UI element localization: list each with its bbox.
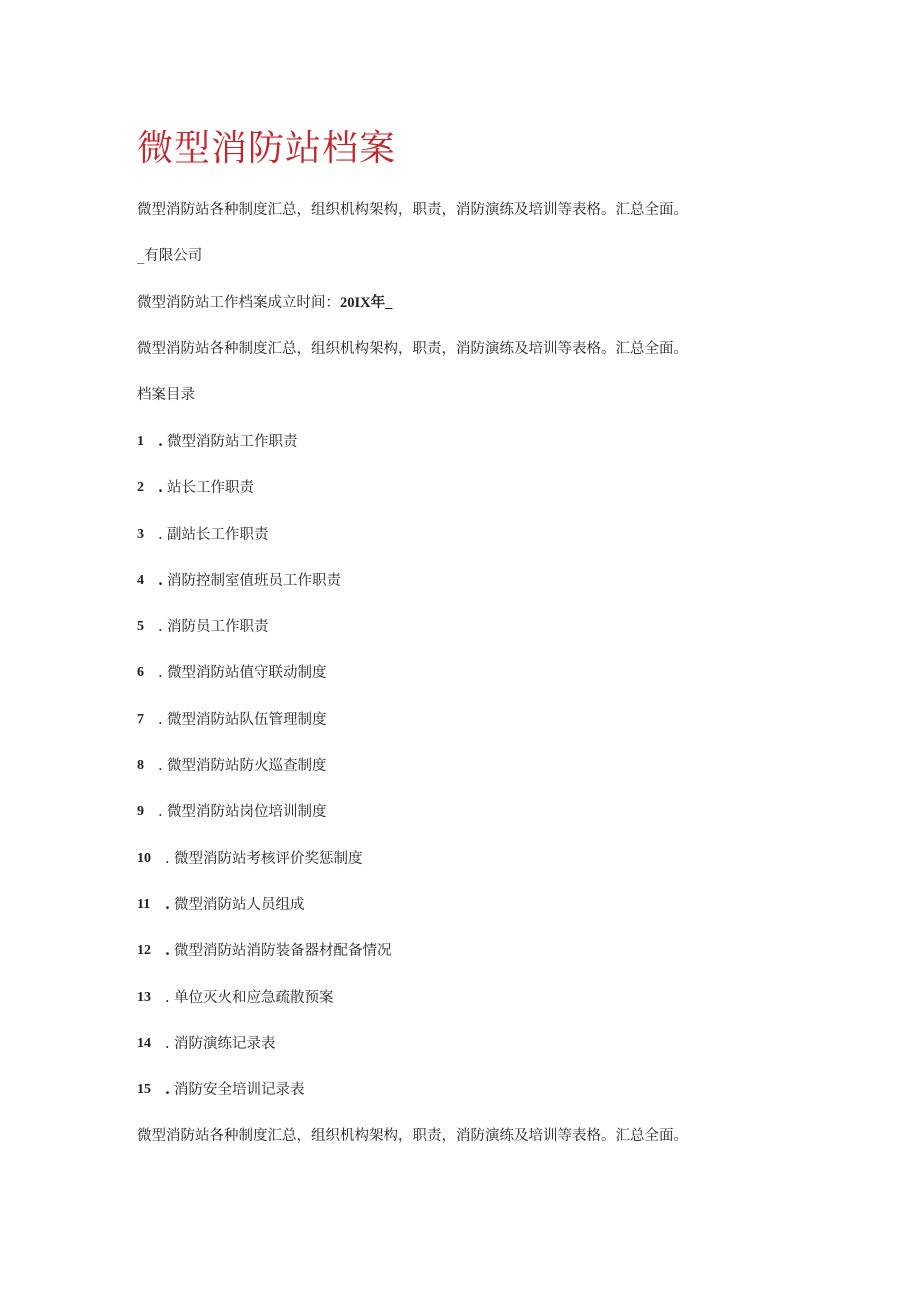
- toc-number: 14: [137, 1035, 151, 1051]
- toc-text: 微型消防站防火巡查制度: [167, 758, 327, 775]
- toc-text: 微型消防站岗位培训制度: [167, 804, 327, 821]
- toc-text: 消防控制室值班员工作职责: [167, 572, 341, 589]
- table-of-contents: [137, 431, 837, 1125]
- toc-number: 12: [137, 943, 151, 959]
- established-line: [137, 292, 392, 314]
- toc-text: 微型消防站队伍管理制度: [167, 711, 327, 728]
- toc-item-5: [137, 616, 837, 662]
- toc-number: 11: [137, 896, 151, 912]
- toc-separator: .: [165, 989, 170, 1006]
- toc-number: 8: [137, 758, 144, 774]
- toc-number: 5: [137, 619, 144, 635]
- toc-separator: .: [165, 850, 170, 867]
- toc-item-2: [137, 477, 837, 523]
- toc-item-14: [137, 1033, 837, 1079]
- toc-text: 微型消防站值守联动制度: [167, 665, 327, 682]
- toc-number: 3: [137, 526, 144, 542]
- toc-separator: .: [158, 758, 163, 775]
- document-title: 微型消防站档案: [137, 128, 397, 169]
- toc-separator: .: [165, 1035, 170, 1052]
- toc-separator: .: [158, 526, 163, 543]
- toc-number: 6: [137, 665, 144, 681]
- toc-item-12: [137, 940, 837, 986]
- toc-number: 15: [137, 1082, 151, 1098]
- toc-item-11: [137, 894, 837, 940]
- toc-heading: 档案目录: [137, 387, 195, 403]
- toc-item-6: [137, 662, 837, 708]
- toc-number: 9: [137, 804, 144, 820]
- toc-separator: .: [158, 711, 163, 728]
- summary-top: 微型消防站各种制度汇总，组织机构架构，职责，消防演练及培训等表格。汇总全面。: [137, 202, 688, 218]
- toc-number: 2: [137, 480, 144, 496]
- company-name: _有限公司: [137, 248, 203, 264]
- toc-text: 站长工作职责: [167, 480, 254, 497]
- toc-separator: .: [165, 942, 171, 960]
- toc-separator: .: [158, 571, 164, 589]
- toc-text: 消防员工作职责: [167, 619, 269, 636]
- established-label: 微型消防站工作档案成立时间：: [137, 295, 340, 311]
- established-value: 20IX年_: [340, 295, 393, 311]
- summary-middle: 微型消防站各种制度汇总，组织机构架构，职责，消防演练及培训等表格。汇总全面。: [137, 341, 688, 357]
- toc-number: 1: [137, 434, 144, 449]
- toc-number: 7: [137, 711, 144, 727]
- toc-number: 4: [137, 572, 144, 588]
- toc-number: 10: [137, 850, 151, 866]
- toc-separator: .: [158, 665, 163, 682]
- toc-text: 副站长工作职责: [167, 526, 269, 543]
- toc-item-3: [137, 524, 837, 570]
- toc-text: 微型消防站人员组成: [174, 896, 305, 913]
- toc-text: 消防安全培训记录表: [174, 1082, 305, 1099]
- toc-text: 单位灭火和应急疏散预案: [174, 989, 334, 1006]
- toc-text: 微型消防站工作职责: [167, 434, 298, 450]
- toc-item-4: [137, 570, 837, 616]
- toc-item-1: [137, 431, 837, 477]
- toc-item-10: [137, 848, 837, 894]
- toc-separator: .: [158, 479, 164, 497]
- toc-item-7: [137, 709, 837, 755]
- toc-text: 消防演练记录表: [174, 1035, 276, 1052]
- toc-item-13: [137, 987, 837, 1033]
- toc-separator: .: [158, 804, 163, 821]
- toc-item-15: [137, 1079, 837, 1125]
- toc-separator: .: [165, 1081, 171, 1099]
- toc-item-9: [137, 801, 837, 847]
- toc-text: 微型消防站考核评价奖惩制度: [174, 850, 363, 867]
- toc-item-8: [137, 755, 837, 801]
- toc-separator: .: [165, 895, 171, 913]
- toc-number: 13: [137, 989, 151, 1005]
- toc-separator: .: [158, 433, 164, 450]
- summary-bottom: 微型消防站各种制度汇总，组织机构架构，职责，消防演练及培训等表格。汇总全面。: [137, 1128, 688, 1144]
- toc-text: 微型消防站消防装备器材配备情况: [174, 943, 392, 960]
- toc-separator: .: [158, 619, 163, 636]
